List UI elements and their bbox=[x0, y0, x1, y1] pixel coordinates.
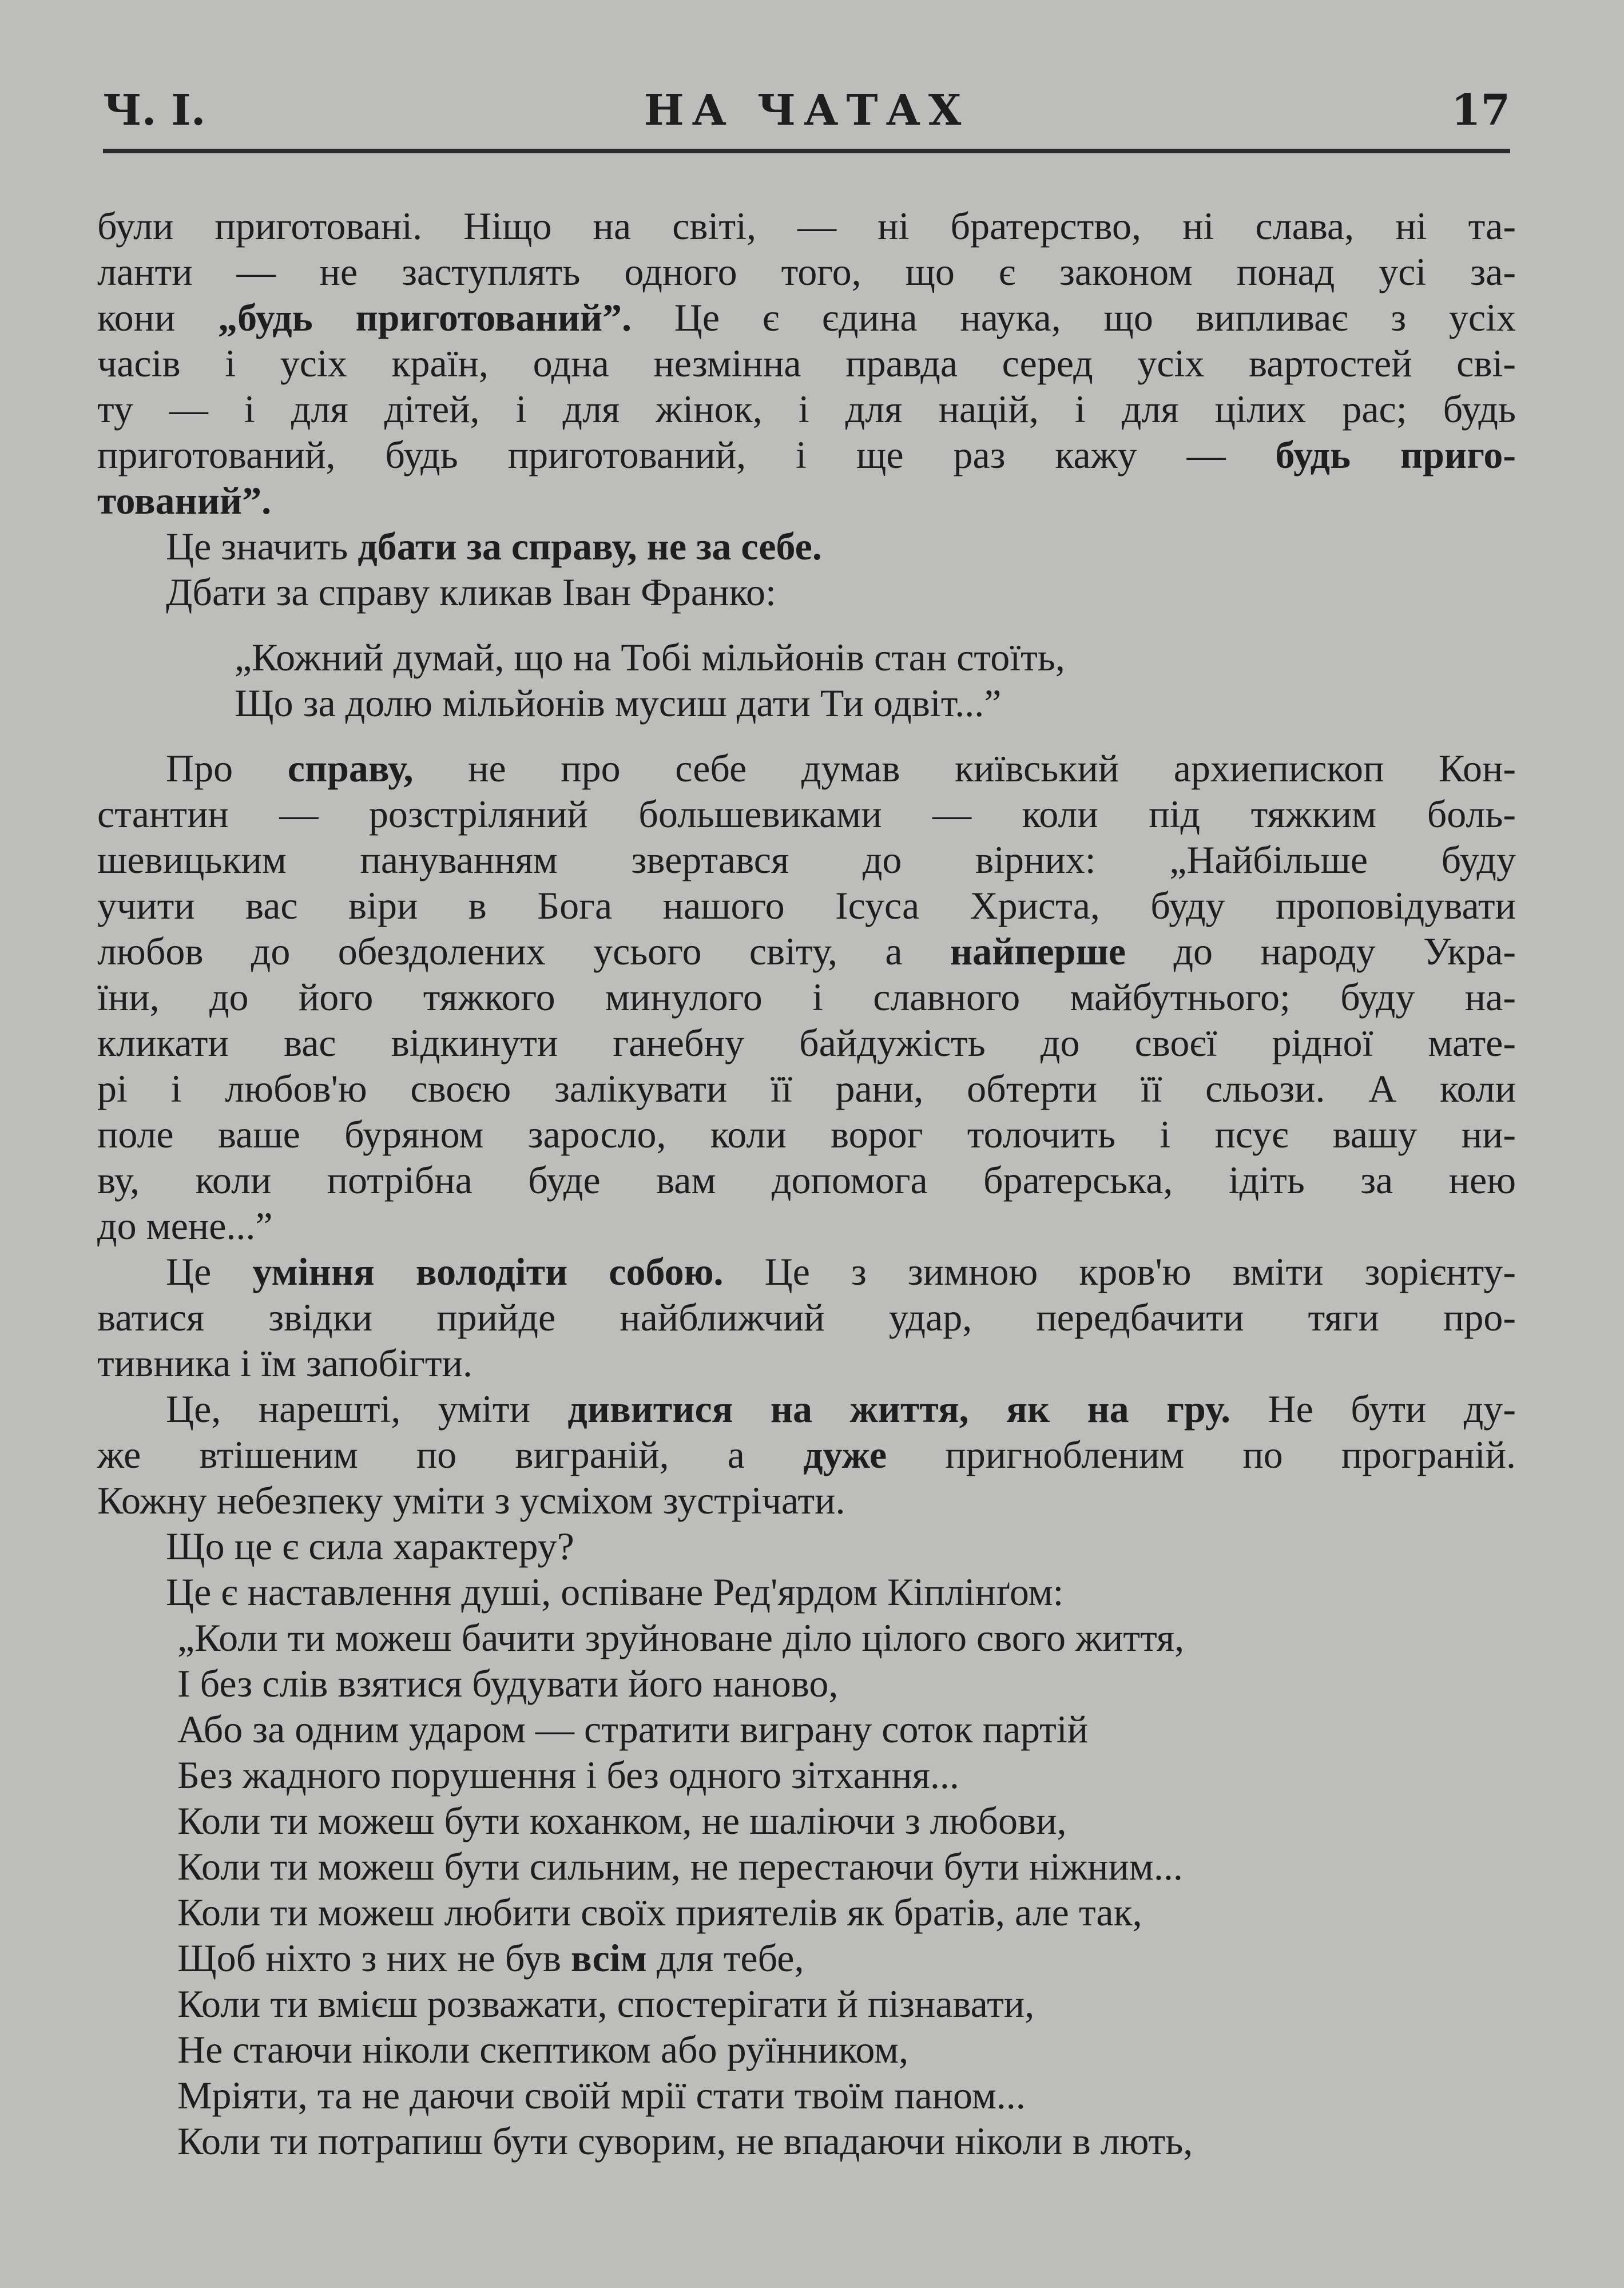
text-line bbox=[97, 432, 1516, 478]
text-run: ту — і для дітей, і для жінок, і для націй, і для цілих рас; будь bbox=[97, 387, 1516, 431]
text-run: стантин — розстріляний большевиками — коли під тяжким боль- bbox=[97, 792, 1516, 836]
text-line bbox=[97, 523, 1516, 569]
verse-line bbox=[97, 2072, 1516, 2118]
text-run: шевицьким пануванням звертався до вірних: „Найбільше буду bbox=[97, 838, 1516, 881]
text-run: пригнобленим по програній. bbox=[887, 1433, 1516, 1476]
bold-text: будь приго- bbox=[1275, 433, 1516, 476]
text-run: Коли ти потрапиш бути суворим, не впадаючи ніколи в лють, bbox=[177, 2119, 1193, 2163]
text-run: кликати вас відкинути ганебну байдужість до своєї рідної мате- bbox=[97, 1021, 1516, 1064]
text-run: Без жадного порушення і без одного зітхання... bbox=[177, 1753, 959, 1797]
text-line bbox=[97, 791, 1516, 837]
bold-text: „будь приготований”. bbox=[218, 296, 632, 339]
text-line bbox=[97, 1386, 1516, 1432]
bold-text: дбати за справу, не за себе. bbox=[358, 525, 822, 568]
text-run: „Коли ти можеш бачити зруйноване діло цілого свого життя, bbox=[177, 1616, 1185, 1659]
text-run: часів і усіх країн, одна незмінна правда серед усіх вартостей сві- bbox=[97, 341, 1516, 385]
text-line bbox=[97, 1111, 1516, 1157]
text-run: їни, до його тяжкого минулого і славного майбутнього; буду на- bbox=[97, 975, 1516, 1019]
text-run: Про bbox=[166, 746, 288, 790]
text-run: Що це є сила характеру? bbox=[166, 1524, 574, 1568]
text-run: до народу Укра- bbox=[1126, 929, 1516, 973]
text-run: же втішеним по виграній, а bbox=[97, 1433, 804, 1476]
text-run: І без слів взятися будувати його наново, bbox=[177, 1662, 839, 1705]
bold-text: всім bbox=[570, 1936, 647, 1980]
text-line bbox=[97, 745, 1516, 791]
text-line bbox=[97, 1294, 1516, 1340]
text-line bbox=[97, 249, 1516, 295]
text-run: учити вас віри в Бога нашого Ісуса Христа, буду проповідувати bbox=[97, 884, 1516, 927]
text-line bbox=[97, 1432, 1516, 1477]
text-line bbox=[97, 340, 1516, 386]
text-run: ланти — не заступлять одного того, що є законом понад усі за- bbox=[97, 250, 1516, 293]
text-line bbox=[97, 928, 1516, 974]
text-run: ву, коли потрібна буде вам допомога братерська, ідіть за нею bbox=[97, 1158, 1516, 1202]
bold-text: дивитися на життя, як на гру. bbox=[567, 1387, 1231, 1431]
text-line bbox=[97, 1249, 1516, 1294]
text-run: Коли ти можеш бути сильним, не перестаючи бути ніжним... bbox=[177, 1845, 1183, 1888]
verse-line bbox=[97, 1889, 1516, 1935]
text-run: Це з зимною кров'ю вміти зорієнту- bbox=[723, 1250, 1516, 1293]
bold-text: дуже bbox=[803, 1433, 887, 1476]
text-line bbox=[97, 1203, 1516, 1249]
bold-text: тований”. bbox=[97, 479, 272, 522]
page-body bbox=[97, 203, 1516, 2164]
bold-text: справу, bbox=[287, 746, 414, 790]
text-line bbox=[97, 1340, 1516, 1386]
text-run: для тебе, bbox=[646, 1936, 804, 1980]
text-run: Кожну небезпеку уміти з усміхом зустрічати. bbox=[97, 1479, 845, 1522]
text-run: Коли ти вмієш розважати, спостерігати й пізнавати, bbox=[177, 1982, 1035, 2025]
text-run: Щоб ніхто з них не був bbox=[177, 1936, 571, 1980]
bold-text: уміння володіти собою. bbox=[252, 1250, 724, 1293]
page-number: 17 bbox=[1451, 86, 1510, 135]
text-line bbox=[97, 386, 1516, 432]
text-run: Не стаючи ніколи скептиком або руїнником, bbox=[177, 2028, 909, 2071]
text-line bbox=[97, 837, 1516, 883]
text-run: не про себе думав київський архиепископ Кон- bbox=[413, 746, 1516, 790]
text-run: любов до обездолених усього світу, а bbox=[97, 929, 950, 973]
verse-line bbox=[97, 1844, 1516, 1889]
text-run: були приготовані. Ніщо на світі, — ні братерство, ні слава, ні та- bbox=[97, 204, 1516, 248]
quote-line bbox=[97, 634, 1516, 680]
header-chapter: Ч. I. bbox=[103, 86, 206, 135]
text-run: Дбати за справу кликав Іван Франко: bbox=[166, 570, 776, 614]
verse-line bbox=[97, 1981, 1516, 2027]
text-run: Мріяти, та не даючи своїй мрії стати твоїм паном... bbox=[177, 2074, 1026, 2117]
verse-line bbox=[97, 1935, 1516, 1981]
verse-line bbox=[97, 2118, 1516, 2164]
text-run: кони bbox=[97, 296, 219, 339]
text-run: приготований, будь приготований, і ще раз кажу — bbox=[97, 433, 1276, 476]
text-line bbox=[97, 1020, 1516, 1066]
verse-line bbox=[97, 1798, 1516, 1844]
text-run: ватися звідки прийде найближчий удар, передбачити тяги про- bbox=[97, 1296, 1516, 1339]
text-run: Або за одним ударом — стратити виграну соток партій bbox=[177, 1707, 1089, 1751]
text-line bbox=[97, 1523, 1516, 1569]
text-line bbox=[97, 295, 1516, 340]
text-run: до мене...” bbox=[97, 1204, 273, 1248]
text-run: Не бути ду- bbox=[1230, 1387, 1516, 1431]
quote-line bbox=[97, 680, 1516, 726]
text-line bbox=[97, 203, 1516, 249]
text-line bbox=[97, 1477, 1516, 1523]
text-line bbox=[97, 1569, 1516, 1615]
text-run: „Кожний думай, що на Тобі мільйонів стан стоїть, bbox=[235, 635, 1065, 679]
verse-line bbox=[97, 1752, 1516, 1798]
verse-line bbox=[97, 1661, 1516, 1706]
header-title: НА ЧАТАХ bbox=[644, 86, 970, 135]
text-line bbox=[97, 974, 1516, 1020]
text-run: поле ваше буряном заросло, коли ворог толочить і псує вашу ни- bbox=[97, 1113, 1516, 1156]
running-header bbox=[103, 86, 1510, 153]
text-run: тивника і їм запобігти. bbox=[97, 1341, 473, 1385]
text-run: Це є єдина наука, що випливає з усіх bbox=[632, 296, 1516, 339]
text-line bbox=[97, 1066, 1516, 1111]
text-line bbox=[97, 569, 1516, 615]
bold-text: найперше bbox=[950, 929, 1126, 973]
text-run: Що за долю мільйонів мусиш дати Ти одвіт...” bbox=[235, 681, 1002, 725]
text-run: Коли ти можеш бути коханком, не шаліючи з любови, bbox=[177, 1799, 1067, 1842]
verse-line bbox=[97, 2027, 1516, 2072]
verse-line bbox=[97, 1706, 1516, 1752]
text-run: рі і любов'ю своєю залікувати її рани, обтерти її сльози. А коли bbox=[97, 1067, 1516, 1110]
text-run: Це, нарешті, уміти bbox=[166, 1387, 568, 1431]
text-line bbox=[97, 883, 1516, 928]
text-run: Це є наставлення душі, оспіване Ред'ярдом Кіплінґом: bbox=[166, 1570, 1064, 1614]
text-line bbox=[97, 1157, 1516, 1203]
text-run: Коли ти можеш любити своїх приятелів як братів, але так, bbox=[177, 1890, 1142, 1934]
verse-line bbox=[97, 1615, 1516, 1661]
text-run: Це значить bbox=[166, 525, 358, 568]
text-line bbox=[97, 478, 1516, 523]
text-run: Це bbox=[166, 1250, 253, 1293]
